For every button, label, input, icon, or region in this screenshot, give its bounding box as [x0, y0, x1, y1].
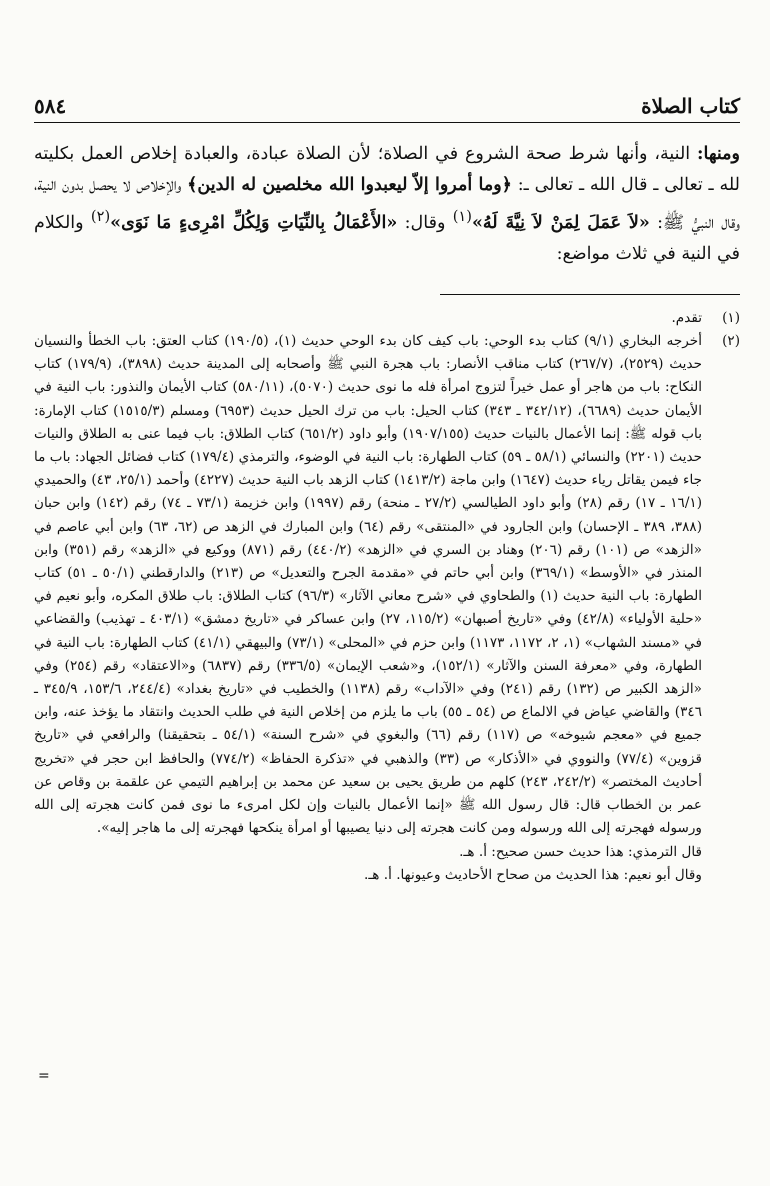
text-part-2: والإخلاص لا يحصل بدون النية، وقال النبيُّ ﷺ: — [34, 175, 740, 233]
main-paragraph — [34, 139, 740, 270]
footnote-text: أخرجه البخاري (٩/١) كتاب بدء الوحي: باب كيف كان بدء الوحي حديث (١)، (١٩٠/٥) كتاب العتق: باب الخطأ والنسيان حديث (٢٥٢٩)، (٢٦٧/٧) كتاب مناقب الأنصار: باب هجرة النبي ﷺ وأصحابه إلى المدينة حديث (٣٨٩٨)، (١٧٩/٩) كتاب النكاح: باب من هاجر أو عمل خيراً لتزوج امرأة فله ما نوى حديث (٥٠٧٠)، (٥٨٠/١١) كتاب الأيمان والنذور: باب النية في الأيمان حديث (٦٦٨٩)، (٣٤٢/١٢ ـ ٣٤٣) كتاب الحيل: باب من ترك الحيل حديث (٦٩٥٣) ومسلم (١٥١٥/٣) كتاب الإمارة: باب قوله ﷺ: إنما الأعمال بالنيات حديث (١٩٠٧/١٥٥) وأبو داود (٦٥١/٢) كتاب الطلاق: باب فيما عنى به الطلاق والنيات حديث (٢٢٠١) والنسائي (٥٨/١ ـ ٥٩) كتاب الطهارة: باب النية في الوضوء، والترمذي (١٧٩/٤) كتاب فضائل الجهاد: باب ما جاء فيمن يقاتل رياء حديث (١٦٤٧) وابن ماجة (١٤١٣/٢) كتاب الزهد باب النية حديث (٤٢٢٧) وأحمد (٢٥/١، ٤٣) والحميدي (١٦/١ ـ ١٧) رقم (٢٨) وأبو داود الطيالسي (٢٧/٢ ـ منحة) رقم (١٩٩٧) وابن خزيمة (٧٣/١ ـ ٧٤) رقم (١٤٢) وابن حبان (٣٨٨، ٣٨٩ ـ الإحسان) وابن الجارود في «المنتقى» رقم (٦٤) وابن المبارك في الزهد ص (٦٢، ٦٣) وابن أبي عاصم في «الزهد» ص (١٠١) رقم (٢٠٦) وهناد بن السري في «الزهد» (٤٤٠/٢) رقم (٨٧١) ووكيع في «الزهد» رقم (٣٥١) وابن المنذر في «الأوسط» (٣٦٩/١) وابن أبي حاتم في «مقدمة الجرح والتعديل» ص (٢١٣) والدارقطني (٥٠/١ ـ ٥١) كتاب الطهارة: باب النية حديث (١) والطحاوي في «شرح معاني الآثار» (٩٦/٣) كتاب الطلاق: باب طلاق المكره، وأبو نعيم في «حلية الأولياء» (٤٢/٨) وفي «تاريخ أصبهان» (١١٥/٢، ٢٧) وابن عساكر في «تاريخ دمشق» (٤٠٣/١ ـ تهذيب) والقضاعي في «مسند الشهاب» (١، ٢، ١١٧٢، ١١٧٣) وابن حزم في «المحلى» (٧٣/١) والبيهقي (٤١/١) كتاب الطهارة: باب النية في الطهارة، وفي «معرفة السنن والآثار» (١٥٢/١)، و«شعب الإيمان» (٣٣٦/٥) رقم (٦٨٣٧) و«الاعتقاد» رقم (٢٥٤) وفي «الزهد الكبير ص (١٣٢) رقم (٢٤١) وفي «الآداب» رقم (١١٣٨) والخطيب في «تاريخ بغداد» (٢٤٤/٤، ١٥٣/٦، ٣٤٥/٩ ـ ٣٤٦) والقاضي عياض في الالماع ص (٥٤ ـ ٥٥) باب ما يلزم من إخلاص النية في طلب الحديث وانتقاد ما يؤخذ عنه، وابن جميع في «معجم شيوخه» ص (١١٧) رقم (٦٦) والبغوي في «شرح السنة» (٥٤/١ ـ بتحقيقنا) والرافعي في «تاريخ قزوين» (٧٧/٤) والنووي في «الأذكار» ص (٣٣) والذهبي في «تذكرة الحفاظ» (٧٧٤/٢) والحافظ ابن حجر في «تخريج أحاديث المختصر» (٢٤٢/٢، ٢٤٣) كلهم من طريق يحيى بن سعيد عن محمد بن إبراهيم التيمي عن علقمة بن وقاص عن عمر بن الخطاب قال: قال رسول الله ﷺ «إنما الأعمال بالنيات وإن لكل امرىء ما نوى فمن كانت هجرته إلى الله ورسوله فهجرته إلى الله ورسوله ومن كانت هجرته إلى دنيا يصيبها أو امرأة ينكحها فهجرته إلى ما هاجر إليه». — [34, 333, 703, 837]
page — [34, 84, 740, 887]
footnote-ref-1: (١) — [452, 208, 472, 225]
page-number: ٥٨٤ — [34, 94, 67, 118]
continuation-mark: = — [38, 1068, 50, 1084]
footnote-text: تقدم. — [671, 309, 702, 326]
lead-word: ومنها: — [697, 144, 740, 164]
text-part-3: وقال: — [397, 212, 453, 233]
footnote-text: وقال أبو نعيم: هذا الحديث من صحاح الأحاديث وعيونها. أ. هـ. — [364, 866, 702, 883]
text-part-4: والكلام في النية في ثلاث مواضع: — [34, 212, 740, 264]
quran-verse: ﴿وما أمروا إلاّ ليعبدوا الله مخلصين له الدين﴾ — [187, 175, 512, 195]
running-header — [34, 84, 740, 118]
header-title: كتاب الصلاة — [641, 94, 740, 118]
footnote-number: (١) — [722, 309, 740, 326]
footnote-number: (٢) — [722, 333, 740, 350]
footnote-1 — [34, 307, 740, 330]
footnote-separator — [440, 294, 740, 295]
footnote-ref-2: (٢) — [90, 208, 111, 225]
hadith-2: «الأَعْمَالُ بِالنِّيَاتِ وَلِكُلِّ امْرِىءٍ مَا نَوَى» — [110, 212, 398, 233]
header-rule — [34, 122, 740, 123]
hadith-1: «لاَ عَمَلَ لِمَنْ لاَ نِيَّةَ لَهُ» — [471, 212, 650, 233]
footnote-2 — [34, 330, 740, 887]
text-part-1: النية، وأنها شرط صحة الشروع في الصلاة؛ لأن الصلاة عبادة، والعبادة إخلاص العمل بكليته لله ـ تعالى ـ قال الله ـ تعالى ـ: — [34, 144, 740, 195]
footnote-text: قال الترمذي: هذا حديث حسن صحيح: أ. هـ. — [459, 843, 702, 860]
